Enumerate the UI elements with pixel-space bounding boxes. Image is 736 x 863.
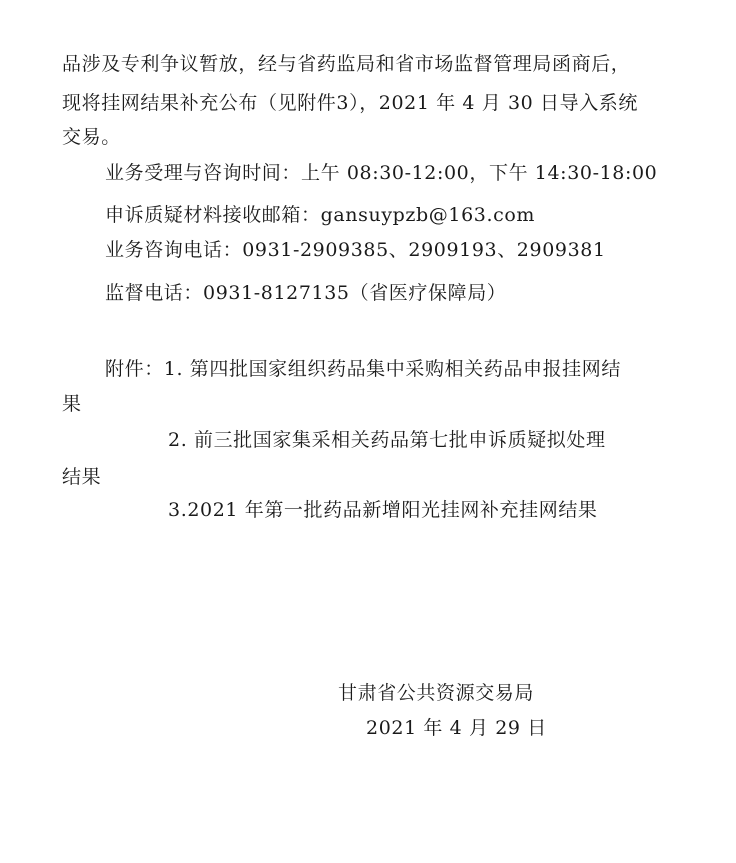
attachment-1-line-1: 附件：1. 第四批国家组织药品集中采购相关药品申报挂网结 [105,358,621,380]
paragraph-line-1: 品涉及专利争议暂放，经与省药监局和省市场监督管理局函商后， [62,53,631,75]
attachment-1-line-2: 果 [62,393,82,415]
paragraph-line-3: 交易。 [62,126,121,148]
attachment-3: 3.2021 年第一批药品新增阳光挂网补充挂网结果 [168,499,598,521]
signature-date: 2021 年 4 月 29 日 [366,717,547,739]
supervise-phone: 监督电话：0931-8127135（省医疗保障局） [105,282,507,304]
consult-phone: 业务咨询电话：0931-2909385、2909193、2909381 [105,239,606,261]
signature-org: 甘肃省公共资源交易局 [338,682,535,704]
business-hours: 业务受理与咨询时间：上午 08:30-12:00，下午 14:30-18:00 [105,162,658,184]
paragraph-line-2: 现将挂网结果补充公布（见附件3），2021 年 4 月 30 日导入系统 [62,92,639,114]
attachment-2-line-2: 结果 [62,466,102,488]
attachment-2-line-1: 2. 前三批国家集采相关药品第七批申诉质疑拟处理 [168,429,606,451]
complaint-email: 申诉质疑材料接收邮箱：gansuypzb@163.com [105,204,535,226]
